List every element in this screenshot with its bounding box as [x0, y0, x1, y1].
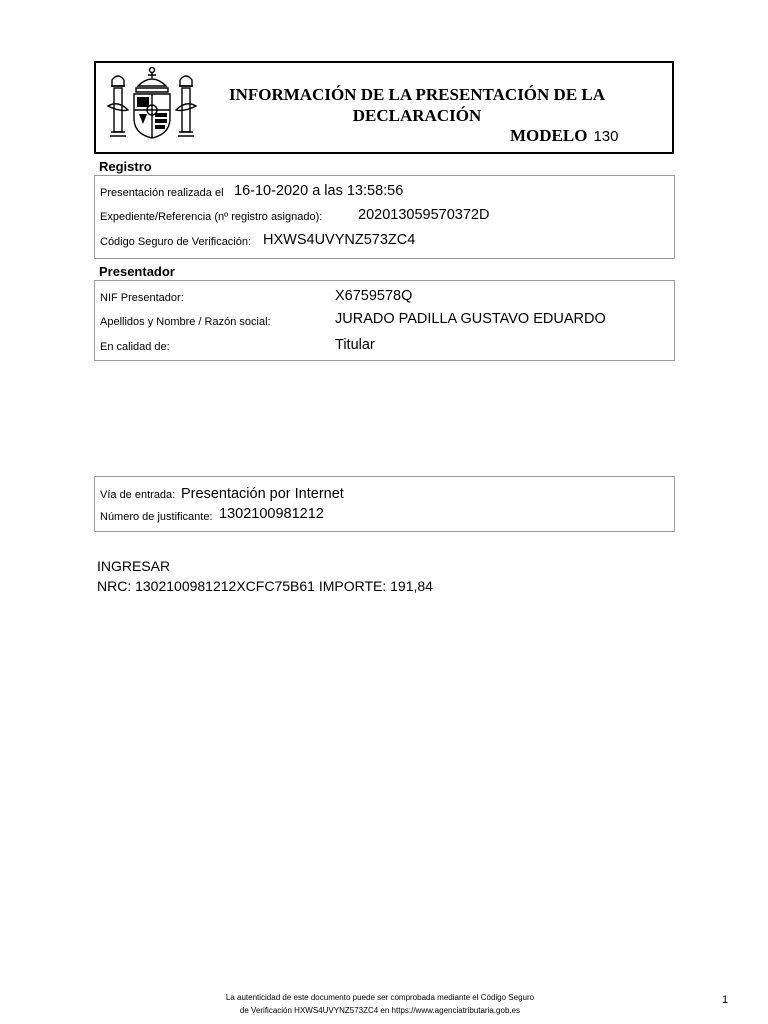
page-number: 1 — [722, 994, 729, 1006]
ingreso-line-1: INGRESAR — [97, 558, 171, 574]
presentacion-label: Presentación realizada el — [100, 187, 224, 199]
ingreso-line-2: NRC: 1302100981212XCFC75B61 IMPORTE: 191,84 — [97, 578, 433, 594]
calidad-value: Titular — [335, 337, 375, 353]
nif-label: NIF Presentador: — [100, 292, 184, 304]
expediente-label: Expediente/Referencia (nº registro asignado): — [100, 211, 323, 223]
registro-section-title: Registro — [99, 159, 152, 174]
footer-line-1: La autenticidad de este documento puede ser comprobada mediante el Código Seguro — [225, 993, 535, 1002]
justificante-label: Número de justificante: — [100, 511, 213, 523]
coat-of-arms-icon — [106, 66, 198, 142]
justificante-value: 1302100981212 — [219, 506, 324, 522]
csv-label: Código Seguro de Verificación: — [100, 236, 252, 248]
modelo-number: 130 — [593, 128, 619, 145]
nombre-value: JURADO PADILLA GUSTAVO EDUARDO — [335, 311, 606, 327]
modelo — [510, 126, 618, 146]
via-label: Vía de entrada: — [100, 489, 176, 501]
nombre-label: Apellidos y Nombre / Razón social: — [100, 316, 271, 328]
presentador-section-title: Presentador — [99, 264, 175, 279]
calidad-label: En calidad de: — [100, 341, 170, 353]
entrada-box — [94, 476, 675, 532]
csv-value: HXWS4UVYNZ573ZC4 — [263, 232, 416, 248]
via-value: Presentación por Internet — [181, 486, 344, 502]
document-title — [200, 84, 634, 126]
footer-line-2: de Verificación HXWS4UVYNZ573ZC4 en https://www.agenciatributaria.gob.es — [239, 1006, 521, 1015]
ingreso-note — [97, 556, 433, 596]
title-line-2: DECLARACIÓN — [352, 106, 482, 125]
title-line-1: INFORMACIÓN DE LA PRESENTACIÓN DE LA — [228, 85, 606, 104]
nif-value: X6759578Q — [335, 288, 413, 304]
footer-note — [190, 991, 570, 1017]
modelo-label: MODELO — [510, 126, 588, 145]
presentacion-value: 16-10-2020 a las 13:58:56 — [234, 183, 404, 199]
expediente-value: 202013059570372D — [358, 207, 490, 223]
